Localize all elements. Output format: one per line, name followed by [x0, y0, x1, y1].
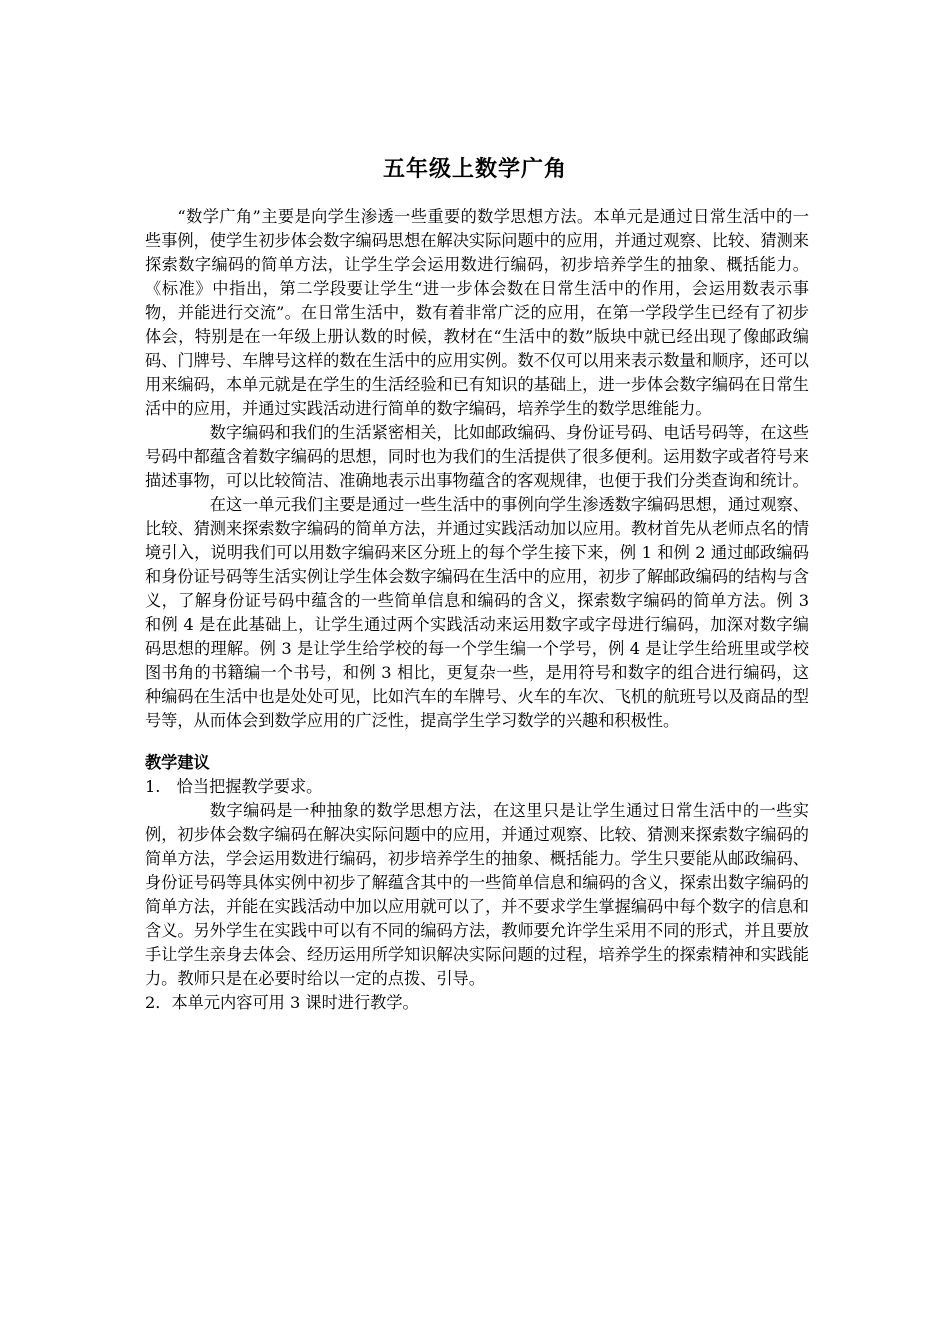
- paragraph-coding-life: 数字编码和我们的生活紧密相关，比如邮政编码、身份证号码、电话号码等，在这些号码中都蕴含着数字编码的思想，同时也为我们的生活提供了很多便利。运用数字或者符号来描述事物，可以比较简洁、准确地表示出事物蕴含的客观规律，也便于我们分类查询和统计。: [145, 423, 809, 490]
- document-body: [145, 205, 809, 1015]
- paragraph-intro: “数学广角”主要是向学生渗透一些重要的数学思想方法。本单元是通过日常生活中的一些事例，使学生初步体会数字编码思想在解决实际问题中的应用，并通过观察、比较、猜测来探索数字编码的简单方法，让学生学会运用数进行编码，初步培养学生的抽象、概括能力。《标准》中指出，第二学段要让学生“进一步体会数在日常生活中的作用，会运用数表示事物，并能进行交流”。在日常生活中，数有着非常广泛的应用，在第一学段学生已经有了初步体会，特别是在一年级上册认数的时候，教材在“生活中的数”版块中就已经出现了像邮政编码、门牌号、车牌号这样的数在生活中的应用实例。数不仅可以用来表示数量和顺序，还可以用来编码，本单元就是在学生的生活经验和已有知识的基础上，进一步体会数字编码在日常生活中的应用，并通过实践活动进行简单的数字编码，培养学生的数学思维能力。: [145, 207, 809, 418]
- paragraph-requirements: 数字编码是一种抽象的数学思想方法，在这里只是让学生通过日常生活中的一些实例，初步体会数字编码在解决实际问题中的应用，并通过观察、比较、猜测来探索数字编码的简单方法，学会运用数进行编码，初步培养学生的抽象、概括能力。学生只要能从邮政编码、身份证号码等具体实例中初步了解蕴含其中的一些简单信息和编码的含义，探索出数字编码的简单方法，并能在实践活动中加以应用就可以了，并不要求学生掌握编码中每个数字的信息和含义。另外学生在实践中可以有不同的编码方法，教师要允许学生采用不同的形式，并且要放手让学生亲身去体会、经历运用所学知识解决实际问题的过程，培养学生的探索精神和实践能力。教师只是在必要时给以一定的点拨、引导。: [145, 801, 809, 988]
- list-item-1: 1. 恰当把握教学要求。: [145, 777, 323, 796]
- page-title: 五年级上数学广角: [382, 157, 567, 182]
- section-heading: 教学建议: [145, 753, 210, 772]
- list-item-2: 2．本单元内容可用 3 课时进行教学。: [145, 993, 419, 1012]
- paragraph-unit-overview: 在这一单元我们主要是通过一些生活中的事例向学生渗透数字编码思想，通过观察、比较、猜测来探索数字编码的简单方法，并通过实践活动加以应用。教材首先从老师点名的情境引入，说明我们可以用数字编码来区分班上的每个学生接下来，例 1 和例 2 通过邮政编码和身份证号码等生活实例让学生体会数字编码在生活中的应用，初步了解邮政编码的结构与含义，了解身份证号码中蕴含的一些简单信息和编码的含义，探索数字编码的简单方法。例 3 和例 4 是在此基础上，让学生通过两个实践活动来运用数字或字母进行编码，加深对数字编码思想的理解。例 3 是让学生给学校的每一个学生编一个学号，例 4 是让学生给班里或学校图书角的书籍编一个书号，和例 3 相比，更复杂一些，是用符号和数字的组合进行编码，这种编码在生活中也是处处可见，比如汽车的车牌号、火车的车次、飞机的航班号以及商品的型号等，从而体会到数学应用的广泛性，提高学生学习数学的兴趣和积极性。: [145, 495, 809, 730]
